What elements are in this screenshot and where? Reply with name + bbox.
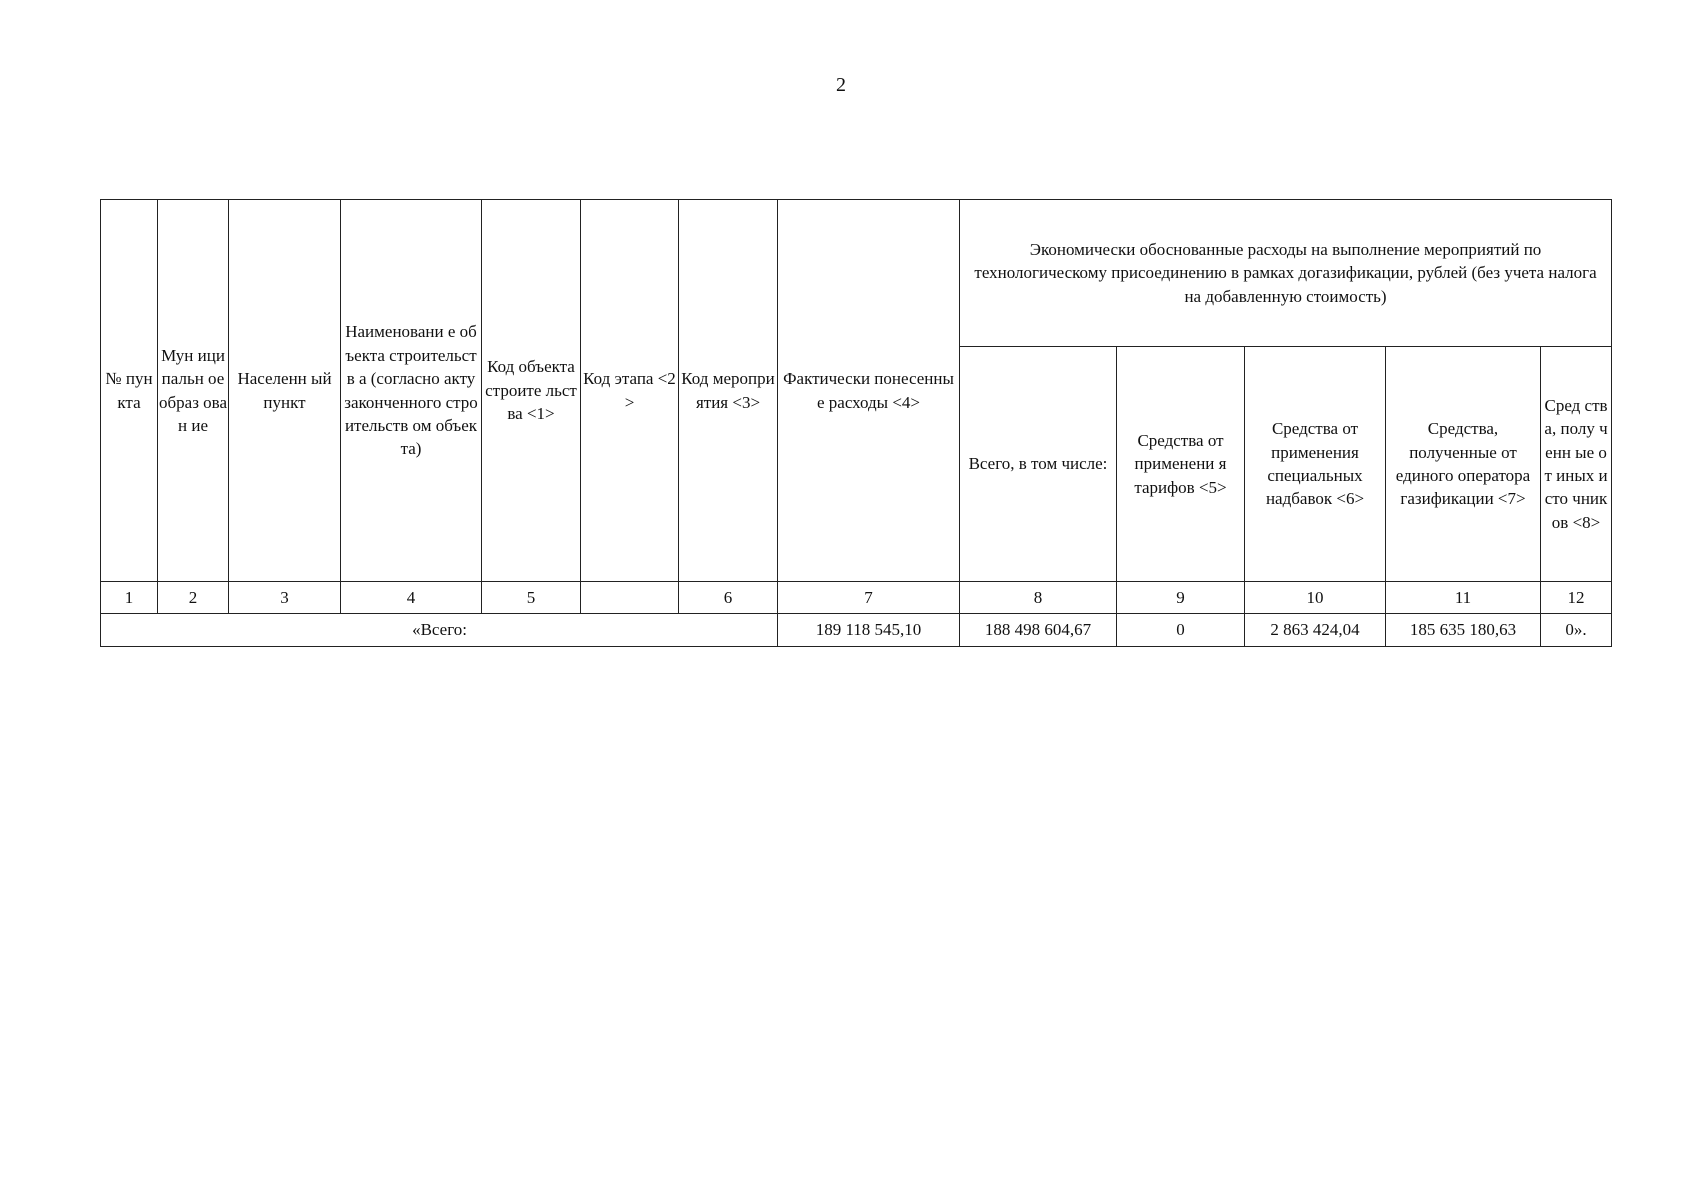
header-other-sources-funds: Сред ства, полу ченн ые от иных исто чник ов <8> — [1541, 347, 1612, 582]
header-actual-costs: Фактически понесенные расходы <4> — [778, 200, 960, 582]
header-object-code: Код объекта строите льства <1> — [482, 200, 581, 582]
header-tariff-funds: Средства от применени я тарифов <5> — [1117, 347, 1245, 582]
column-number: 2 — [158, 582, 229, 614]
column-number-row — [101, 582, 1612, 614]
column-number — [581, 582, 679, 614]
total-row — [101, 614, 1612, 647]
column-number: 11 — [1386, 582, 1541, 614]
page-number: 2 — [836, 74, 846, 96]
header-stage-code: Код этапа <2> — [581, 200, 679, 582]
column-number: 8 — [960, 582, 1117, 614]
column-number: 7 — [778, 582, 960, 614]
header-object-name: Наименовани е объекта строительств а (согласно акту законченного строительств ом объекта) — [341, 200, 482, 582]
column-number: 12 — [1541, 582, 1612, 614]
header-economic-costs: Экономически обоснованные расходы на выполнение мероприятий по технологическому присоединению в рамках догазификации, рублей (без учета налога на добавленную стоимость) — [960, 200, 1612, 347]
header-locality: Населенн ый пункт — [229, 200, 341, 582]
header-event-code: Код меропри ятия <3> — [679, 200, 778, 582]
header-municipality: Мун иципальн ое образ ован ие — [158, 200, 229, 582]
total-special-surcharge-funds: 2 863 424,04 — [1245, 614, 1386, 647]
total-gas-operator-funds: 185 635 180,63 — [1386, 614, 1541, 647]
total-other-sources-funds: 0». — [1541, 614, 1612, 647]
header-total-including: Всего, в том числе: — [960, 347, 1117, 582]
total-actual-costs: 189 118 545,10 — [778, 614, 960, 647]
column-number: 9 — [1117, 582, 1245, 614]
header-row-top — [101, 200, 1612, 347]
total-tariff-funds: 0 — [1117, 614, 1245, 647]
header-item-number: № пун кта — [101, 200, 158, 582]
column-number: 4 — [341, 582, 482, 614]
column-number: 6 — [679, 582, 778, 614]
expense-table-container — [100, 199, 1612, 647]
header-special-surcharge-funds: Средства от применения специальных надбавок <6> — [1245, 347, 1386, 582]
total-label: «Всего: — [101, 614, 778, 647]
header-gas-operator-funds: Средства, полученные от единого оператора газификации <7> — [1386, 347, 1541, 582]
column-number: 1 — [101, 582, 158, 614]
expense-table — [100, 199, 1612, 647]
column-number: 5 — [482, 582, 581, 614]
column-number: 10 — [1245, 582, 1386, 614]
column-number: 3 — [229, 582, 341, 614]
total-all-including: 188 498 604,67 — [960, 614, 1117, 647]
